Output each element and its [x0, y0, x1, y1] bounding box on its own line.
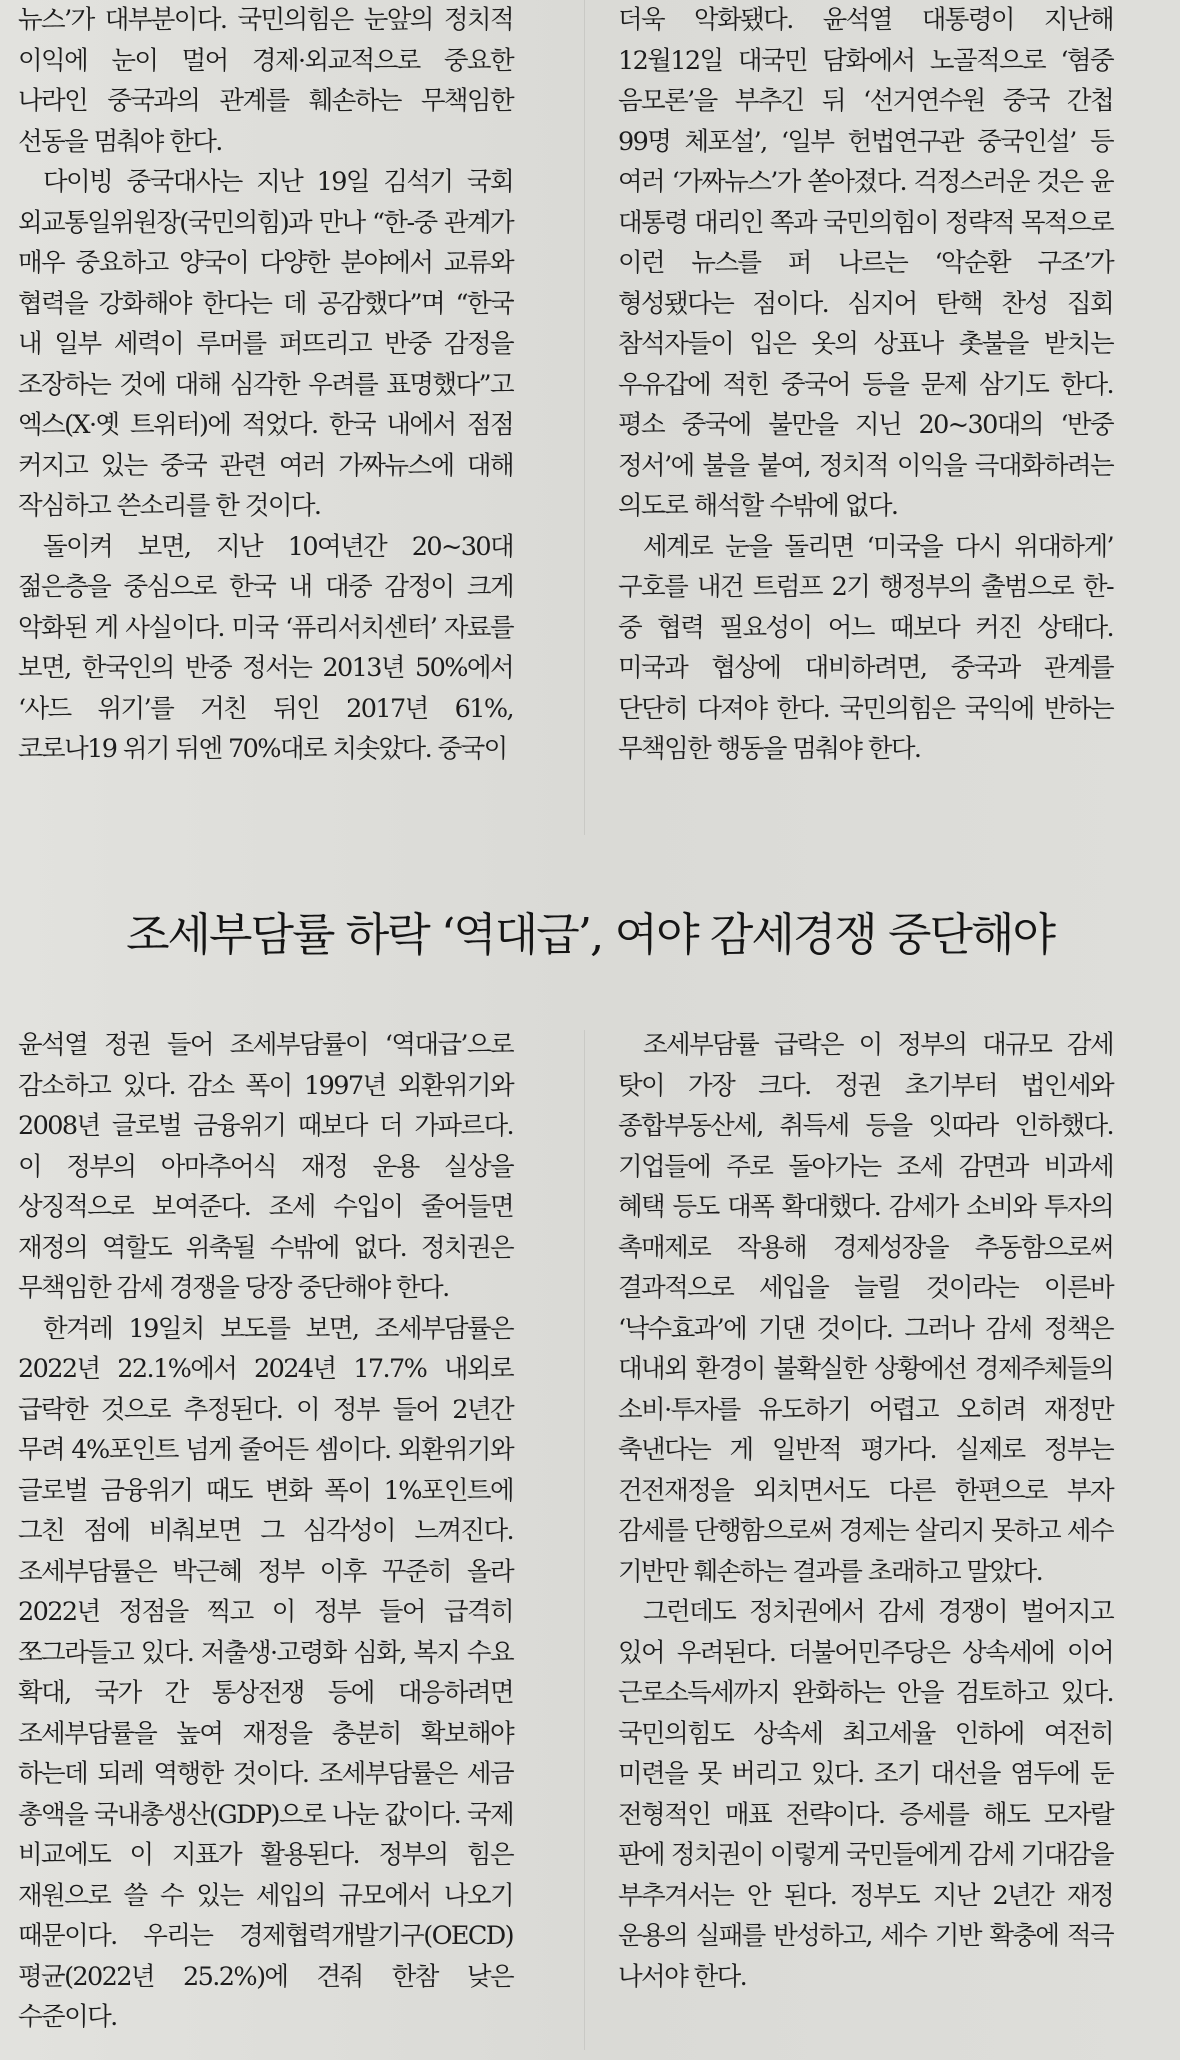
- top-editorial-right-column: [618, 0, 1113, 770]
- paragraph: 더욱 악화됐다. 윤석열 대통령이 지난해 12월12일 대국민 담화에서 노골적으로 ‘혐중 음모론’을 부추긴 뒤 ‘선거연수원 중국 간첩 99명 체포설’, ‘일부 헌법연구관 중국인설’ 등 여러 ‘가짜뉴스’가 쏟아졌다. 걱정스러운 것은 윤 대통령 대리인 쪽과 국민의힘이 정략적 목적으로 이런 뉴스를 퍼 나르는 ‘악순환 구조’가 형성됐다는 점이다. 심지어 탄핵 찬성 집회 참석자들이 입은 옷의 상표나 촛불을 받치는 우유갑에 적힌 중국어 등을 문제 삼기도 한다. 평소 중국에 불만을 지닌 20~30대의 ‘반중 정서’에 불을 붙여, 정치적 이익을 극대화하려는 의도로 해석할 수밖에 없다.: [618, 5, 1113, 521]
- column-divider: [584, 1030, 585, 2050]
- column-divider: [584, 0, 585, 835]
- paragraph: 뉴스’가 대부분이다. 국민의힘은 눈앞의 정치적 이익에 눈이 멀어 경제·외교적으로 중요한 나라인 중국과의 관계를 훼손하는 무책임한 선동을 멈춰야 한다.: [18, 5, 513, 157]
- paragraph: 한겨레 19일치 보도를 보면, 조세부담률은 2022년 22.1%에서 2024년 17.7% 내외로 급락한 것으로 추정된다. 이 정부 들어 2년간 무려 4%포인트 넘게 줄어든 셈이다. 외환위기와 글로벌 금융위기 때도 변화 폭이 1%포인트에 그친 점에 비춰보면 그 심각성이 느껴진다. 조세부담률은 박근혜 정부 이후 꾸준히 올라 2022년 정점을 찍고 이 정부 들어 급격히 쪼그라들고 있다. 저출생·고령화 심화, 복지 수요 확대, 국가 간 통상전쟁 등에 대응하려면 조세부담률을 높여 재정을 충분히 확보해야 하는데 되레 역행한 것이다. 조세부담률은 세금 총액을 국내총생산(GDP)으로 나눈 값이다. 국제 비교에도 이 지표가 활용된다. 정부의 힘은 재원으로 쓸 수 있는 세입의 규모에서 나오기 때문이다. 우리는 경제협력개발기구(OECD) 평균(2022년 25.2%)에 견줘 한참 낮은 수준이다.: [18, 1313, 513, 2032]
- paragraph: 조세부담률 급락은 이 정부의 대규모 감세 탓이 가장 크다. 정권 초기부터 법인세와 종합부동산세, 취득세 등을 잇따라 인하했다. 기업들에 주로 돌아가는 조세 감면과 비과세 혜택 등도 대폭 확대했다. 감세가 소비와 투자의 촉매제로 작용해 경제성장을 추동함으로써 결과적으로 세입을 늘릴 것이라는 이른바 ‘낙수효과’에 기댄 것이다. 그러나 감세 정책은 대내외 환경이 불확실한 상황에선 경제주체들의 소비·투자를 유도하기 어렵고 오히려 재정만 축낸다는 게 일반적 평가다. 실제로 정부는 건전재정을 외치면서도 다른 한편으로 부자 감세를 단행함으로써 경제는 살리지 못하고 세수 기반만 훼손하는 결과를 초래하고 말았다.: [618, 1030, 1113, 1587]
- paragraph: 윤석열 정권 들어 조세부담률이 ‘역대급’으로 감소하고 있다. 감소 폭이 1997년 외환위기와 2008년 글로벌 금융위기 때보다 더 가파르다. 이 정부의 아마추어식 재정 운용 실상을 상징적으로 보여준다. 조세 수입이 줄어들면 재정의 역할도 위축될 수밖에 없다. 정치권은 무책임한 감세 경쟁을 당장 중단해야 한다.: [18, 1030, 513, 1303]
- top-editorial-left-column: [18, 0, 513, 770]
- paragraph: 다이빙 중국대사는 지난 19일 김석기 국회 외교통일위원장(국민의힘)과 만나 “한-중 관계가 매우 중요하고 양국이 다양한 분야에서 교류와 협력을 강화해야 한다는 데 공감했다”며 “한국 내 일부 세력이 루머를 퍼뜨리고 반중 감정을 조장하는 것에 대해 심각한 우려를 표명했다”고 엑스(X·옛 트위터)에 적었다. 한국 내에서 점점 커지고 있는 중국 관련 여러 가짜뉴스에 대해 작심하고 쓴소리를 한 것이다.: [18, 167, 513, 521]
- bottom-editorial-left-column: [18, 1025, 513, 2038]
- paragraph: 돌이켜 보면, 지난 10여년간 20~30대 젊은층을 중심으로 한국 내 대중 감정이 크게 악화된 게 사실이다. 미국 ‘퓨리서치센터’ 자료를 보면, 한국인의 반중 정서는 2013년 50%에서 ‘사드 위기’를 거친 뒤인 2017년 61%, 코로나19 위기 뒤엔 70%대로 치솟았다. 중국이: [18, 531, 513, 764]
- paragraph: 그런데도 정치권에서 감세 경쟁이 벌어지고 있어 우려된다. 더불어민주당은 상속세에 이어 근로소득세까지 완화하는 안을 검토하고 있다. 국민의힘도 상속세 최고세율 인하에 여전히 미련을 못 버리고 있다. 조기 대선을 염두에 둔 전형적인 매표 전략이다. 증세를 해도 모자랄 판에 정치권이 이렇게 국민들에게 감세 기대감을 부추겨서는 안 된다. 정부도 지난 2년간 재정 운용의 실패를 반성하고, 세수 기반 확충에 적극 나서야 한다.: [618, 1597, 1113, 1992]
- editorial-headline: 조세부담률 하락 ‘역대급’, 여야 감세경쟁 중단해야: [126, 908, 1054, 961]
- paragraph: 세계로 눈을 돌리면 ‘미국을 다시 위대하게’ 구호를 내건 트럼프 2기 행정부의 출범으로 한-중 협력 필요성이 어느 때보다 커진 상태다. 미국과 협상에 대비하려면, 중국과 관계를 단단히 다져야 한다. 국민의힘은 국익에 반하는 무책임한 행동을 멈춰야 한다.: [618, 531, 1113, 764]
- bottom-editorial-right-column: [618, 1025, 1113, 1997]
